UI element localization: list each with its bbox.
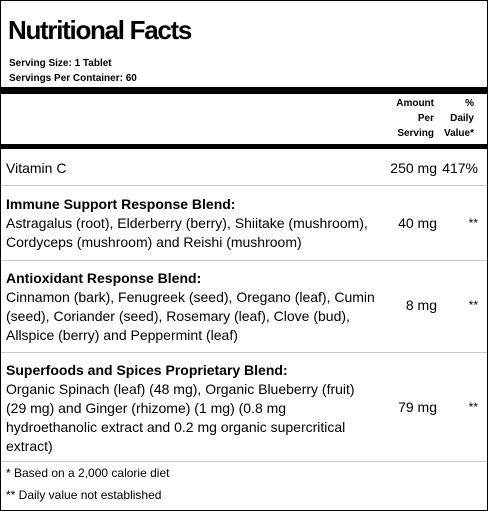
- row-divider: [1, 185, 487, 186]
- nutrient-amount: 250 mg: [390, 160, 437, 176]
- blend-heading: Superfoods and Spices Proprietary Blend:: [6, 362, 288, 378]
- blend-row: [6, 195, 368, 252]
- nutrient-name: Vitamin C: [6, 160, 67, 176]
- footnote-calorie-diet: * Based on a 2,000 calorie diet: [6, 466, 170, 480]
- row-divider: [1, 461, 487, 462]
- blend-ingredients-line: Organic Spinach (leaf) (48 mg), Organic Blueberry (fruit): [6, 381, 355, 397]
- blend-heading: Immune Support Response Blend:: [6, 196, 236, 212]
- row-divider: [1, 260, 487, 261]
- blend-ingredients-line: (29 mg) and Ginger (rhizome) (1 mg) (0.8 mg: [6, 400, 287, 416]
- blend-ingredients-line: hydroethanolic extract and 0.2 mg organic supercritical: [6, 419, 346, 435]
- blend-ingredients-line: Cinnamon (bark), Fenugreek (seed), Oregano (leaf), Cumin: [6, 289, 375, 305]
- blend-ingredients-line: Astragalus (root), Elderberry (berry), Shiitake (mushroom),: [6, 215, 368, 231]
- blend-ingredients-line: (seed), Coriander (seed), Rosemary (leaf), Clove (bud),: [6, 308, 350, 324]
- footnote-daily-value: ** Daily value not established: [6, 488, 162, 502]
- blend-daily-value: **: [468, 400, 478, 414]
- header-daily-value: % Daily Value*: [443, 98, 474, 139]
- servings-per-container: Servings Per Container: 60: [9, 73, 137, 84]
- blend-amount: 8 mg: [405, 297, 437, 313]
- blend-daily-value: **: [468, 216, 478, 230]
- nutrient-daily-value: 417%: [442, 160, 478, 176]
- panel-title: Nutritional Facts: [8, 15, 192, 45]
- blend-amount: 79 mg: [398, 399, 437, 415]
- header-amount-per-serving: Amount Per Serving: [396, 98, 434, 139]
- blend-row: [6, 269, 375, 345]
- blend-heading: Antioxidant Response Blend:: [6, 270, 202, 286]
- blend-row: [6, 361, 355, 456]
- thick-rule-header: [1, 144, 487, 149]
- serving-size: Serving Size: 1 Tablet: [9, 58, 112, 69]
- blend-ingredients-line: Cordyceps (mushroom) and Reishi (mushroom): [6, 234, 302, 250]
- row-divider: [1, 352, 487, 353]
- blend-daily-value: **: [468, 298, 478, 312]
- blend-ingredients-line: Allspice (berry) and Peppermint (leaf): [6, 327, 238, 343]
- blend-ingredients-line: extract): [6, 438, 53, 454]
- thick-rule-top: [1, 87, 487, 94]
- blend-amount: 40 mg: [398, 215, 437, 231]
